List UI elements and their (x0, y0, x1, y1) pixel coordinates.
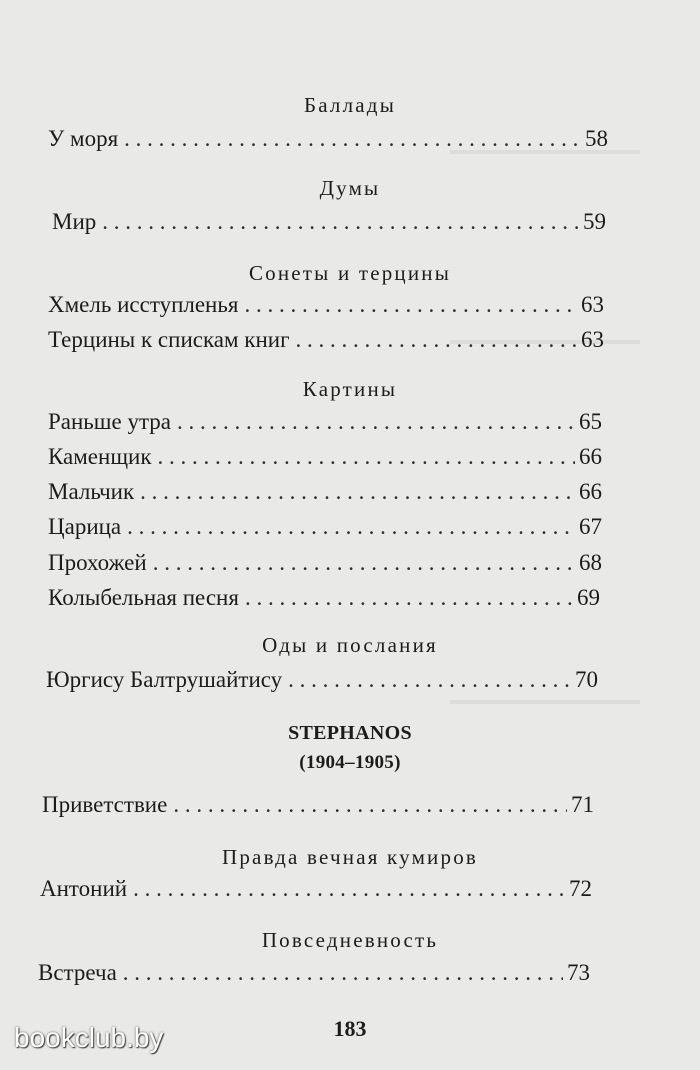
entry-page: 63 (581, 292, 604, 317)
section-heading: Думы (319, 176, 381, 200)
entry-title: Каменщик (48, 444, 152, 469)
entry-page: 69 (577, 585, 600, 610)
entry-page: 63 (581, 327, 604, 352)
toc-entry (48, 409, 602, 439)
entry-title: Приветствие (42, 792, 168, 817)
entry-title: Мир (52, 209, 97, 234)
section-heading: Оды и послания (262, 633, 438, 657)
entry-page: 67 (579, 514, 602, 539)
toc-entry (42, 792, 594, 822)
toc-entry (46, 667, 598, 697)
entry-title: Встреча (38, 960, 117, 985)
toc-entry (52, 209, 606, 239)
toc-entry (48, 126, 608, 156)
entry-title: Терцины к спискам книг (48, 327, 290, 352)
dot-leader (102, 209, 579, 235)
entry-page: 58 (585, 126, 608, 151)
dot-leader (133, 876, 565, 902)
entry-page: 65 (579, 409, 602, 434)
entry-page: 71 (571, 792, 594, 817)
entry-page: 68 (579, 550, 602, 575)
entry-title: У моря (48, 126, 119, 151)
watermark: bookclub.by (14, 1022, 164, 1053)
section-heading: Картины (302, 377, 398, 401)
dot-leader (140, 479, 575, 505)
page-number: 183 (333, 1016, 367, 1041)
toc-entry (48, 585, 600, 615)
entry-page: 66 (579, 479, 602, 504)
entry-title: Прохожей (48, 550, 147, 575)
dot-leader (177, 409, 575, 435)
entry-title: Царица (48, 514, 122, 539)
dot-leader (158, 444, 575, 470)
entry-page: 66 (579, 444, 602, 469)
toc-entry (38, 960, 590, 990)
cycle-years: (1904–1905) (299, 752, 401, 773)
dot-leader (127, 514, 575, 540)
section-heading: Баллады (303, 93, 397, 117)
toc-entry (40, 876, 592, 906)
entry-title: Мальчик (48, 479, 135, 504)
toc-entry (48, 327, 604, 357)
entry-title: Раньше утра (48, 409, 172, 434)
show-through-line (450, 700, 640, 704)
cycle-title: STEPHANOS (288, 722, 412, 744)
entry-page: 59 (583, 209, 606, 234)
entry-title: Антоний (40, 876, 128, 901)
dot-leader (124, 126, 581, 152)
dot-leader (245, 585, 573, 611)
dot-leader (244, 292, 577, 318)
section-heading: Сонеты и терцины (248, 261, 452, 285)
dot-leader (288, 667, 571, 693)
dot-leader (153, 550, 575, 576)
entry-title: Колыбельная песня (48, 585, 239, 610)
toc-entry (48, 292, 604, 322)
entry-page: 72 (569, 876, 592, 901)
entry-title: Юргису Балтрушайтису (46, 667, 283, 692)
toc-entry (48, 444, 602, 474)
entry-page: 70 (575, 667, 598, 692)
section-heading: Правда вечная кумиров (221, 845, 479, 869)
section-heading: Повседневность (261, 928, 439, 952)
entry-title: Хмель исступленья (48, 292, 239, 317)
dot-leader (123, 960, 563, 986)
dot-leader (173, 792, 567, 818)
dot-leader (296, 327, 577, 353)
toc-entry (48, 550, 602, 580)
toc-entry (48, 479, 602, 509)
entry-page: 73 (567, 960, 590, 985)
toc-entry (48, 514, 602, 544)
